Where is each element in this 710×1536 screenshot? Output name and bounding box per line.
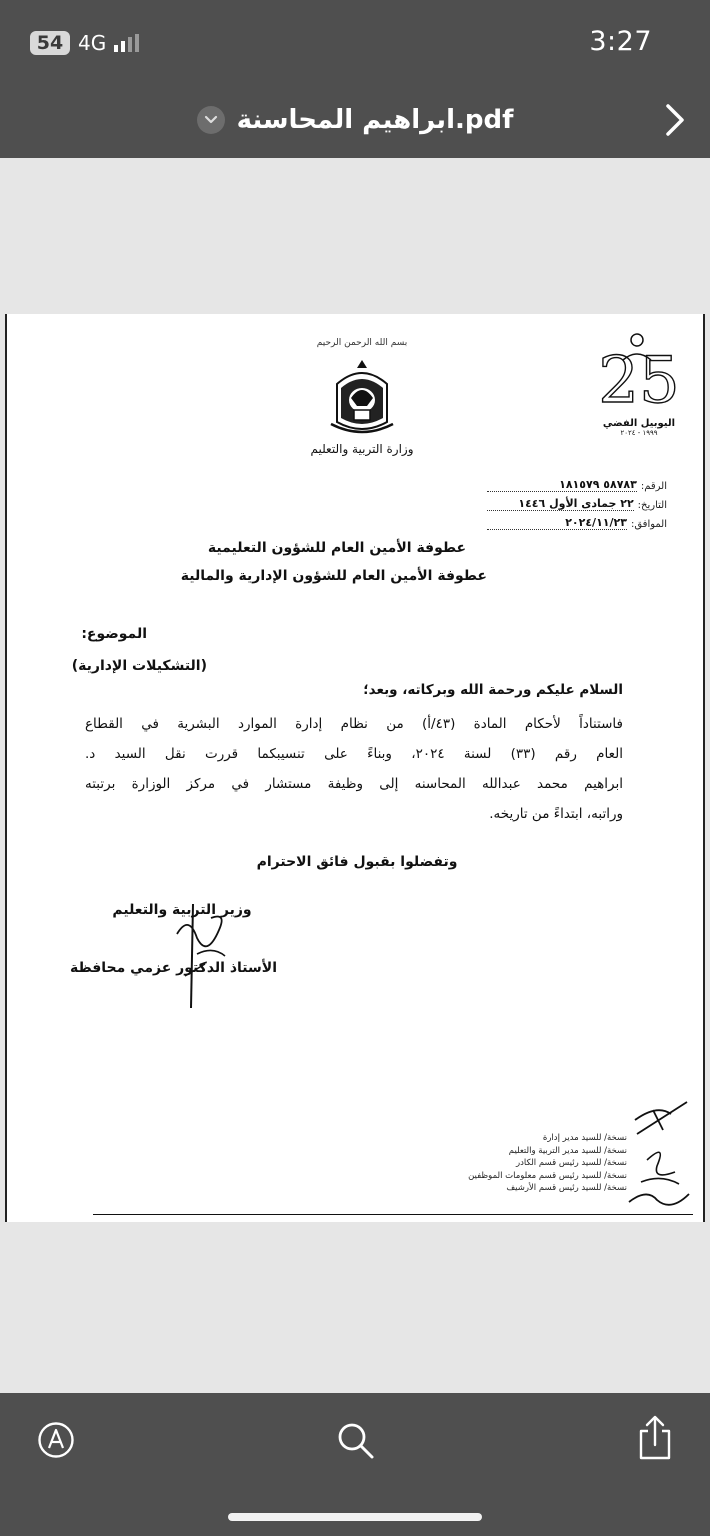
- ministry-name: وزارة التربية والتعليم: [310, 442, 414, 456]
- signal-icon: [114, 34, 139, 52]
- share-icon[interactable]: [636, 1415, 674, 1461]
- number-label: الرقم:: [640, 481, 667, 492]
- reference-fields: [487, 478, 667, 530]
- number-value: ٥٨٧٨٣ ١٨١٥٧٩: [487, 478, 637, 492]
- basmala: بسم الله الرحمن الرحيم: [316, 338, 408, 348]
- cc-line: نسخة/ للسيد رئيس قسم الأرشيف: [506, 1183, 627, 1193]
- body-line-1: فاستناداً لأحكام المادة (٤٣/أ) من نظام إدارة الموارد البشرية في القطاع: [85, 716, 623, 732]
- anniversary-emblem-icon: [599, 330, 679, 414]
- status-time: 3:27: [589, 26, 652, 57]
- cc-line: نسخة/ للسيد رئيس قسم الكادر: [516, 1158, 627, 1168]
- search-icon[interactable]: [336, 1421, 376, 1461]
- corresponding-date-label: الموافق:: [630, 519, 667, 530]
- anniversary-caption: اليوبيل الفضي: [602, 418, 676, 429]
- closing-phrase: وتفضلوا بقبول فائق الاحترام: [256, 854, 458, 870]
- cc-line: نسخة/ للسيد مدير إدارة: [542, 1133, 627, 1143]
- handwritten-signature: [167, 894, 247, 1014]
- signatory-title: وزير التربية والتعليم: [112, 902, 252, 918]
- footer-rule: [93, 1214, 693, 1215]
- date-label: التاريخ:: [637, 500, 667, 511]
- document-title: ابراهيم المحاسنة.pdf: [236, 105, 514, 135]
- corresponding-date-value: ٢٠٢٤/١١/٢٣: [487, 516, 627, 530]
- subject-label: الموضوع:: [81, 626, 147, 642]
- network-type: 4G: [78, 31, 107, 55]
- cc-line: نسخة/ للسيد مدير التربية والتعليم: [508, 1145, 627, 1156]
- subject-text: (التشكيلات الإدارية): [71, 658, 207, 674]
- markup-pen-icon[interactable]: [37, 1421, 75, 1459]
- body-line-2: العام رقم (٣٣) لسنة ٢٠٢٤، وبناءً على تنسيبكما قررت نقل السيد د.: [85, 746, 623, 762]
- battery-indicator: [30, 31, 70, 55]
- initials-scribbles: [627, 1090, 699, 1216]
- chevron-down-icon[interactable]: [197, 106, 225, 134]
- battery-level: 54: [36, 32, 64, 54]
- anniversary-years: ١٩٩٩ - ٢٠٢٤: [620, 429, 658, 437]
- status-bar-left: [30, 30, 139, 56]
- chevron-right-icon[interactable]: [660, 102, 688, 138]
- body-line-4: وراتبه، ابتداءً من تاريخه.: [489, 806, 623, 822]
- greeting: السلام عليكم ورحمة الله وبركاته، وبعد؛: [363, 682, 623, 698]
- signatory-name: الأستاذ الدكتور عزمي محافظة: [69, 960, 277, 976]
- pdf-page[interactable]: [5, 314, 705, 1222]
- coat-of-arms-logo: [327, 354, 397, 440]
- top-bar: [0, 0, 710, 158]
- document-title-row[interactable]: [0, 98, 710, 142]
- cc-line: نسخة/ للسيد رئيس قسم معلومات الموظفين: [468, 1170, 627, 1181]
- addressee-2: عطوفة الأمين العام للشؤون الإدارية والمالية: [180, 568, 487, 584]
- date-value: ٢٢ جمادى الأول ١٤٤٦: [487, 497, 634, 511]
- body-line-3: ابراهيم محمد عبدالله المحاسنه إلى وظيفة مستشار في مركز الوزارة برتبته: [85, 776, 623, 792]
- cc-list: [437, 1132, 627, 1195]
- home-indicator[interactable]: [228, 1513, 482, 1521]
- anniversary-logo: [599, 330, 679, 450]
- anniversary-number: 25: [599, 344, 679, 414]
- addressee-1: عطوفة الأمين العام للشؤون التعليمية: [207, 540, 467, 556]
